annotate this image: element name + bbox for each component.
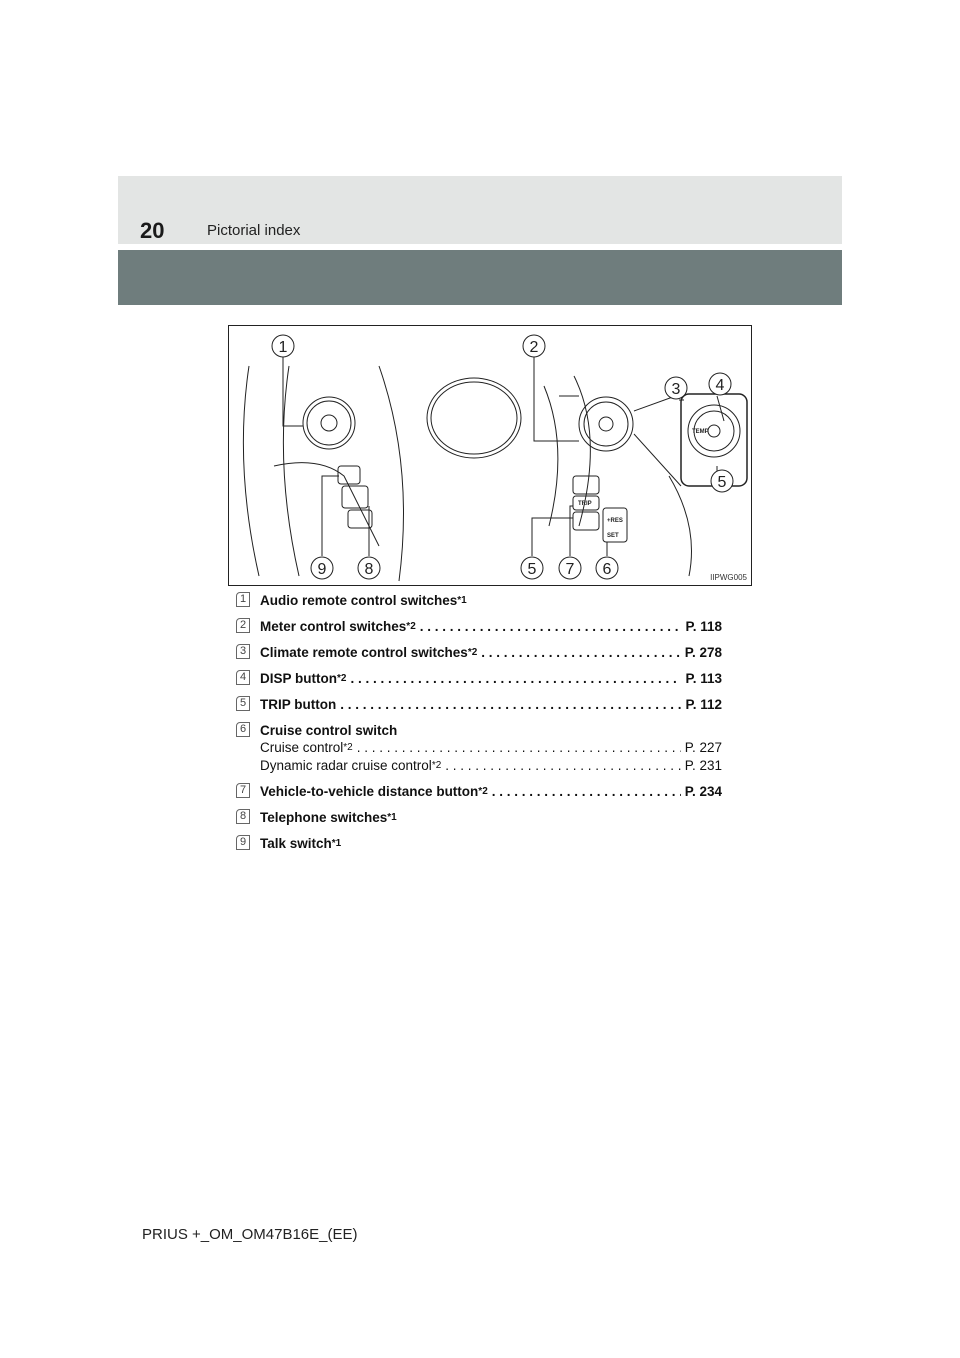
document-id: PRIUS +_OM_OM47B16E_(EE) [142, 1226, 358, 1243]
section-title: Pictorial index [207, 222, 301, 239]
item-number: 4 [236, 670, 250, 685]
item-number: 6 [236, 722, 250, 737]
figure-code: IIPWG005 [710, 573, 747, 582]
callout-5a: 5 [717, 474, 727, 491]
temp-switch-label: TEMP [692, 429, 709, 435]
steering-wheel-figure [228, 325, 752, 586]
subitem-label: Dynamic radar cruise control [260, 758, 432, 773]
page-reference[interactable]: P. 113 [685, 671, 722, 686]
page-reference[interactable]: P. 234 [684, 784, 722, 799]
page-number: 20 [140, 218, 165, 243]
footnote-marker: *1 [331, 838, 342, 849]
item-label: Meter control switches [260, 619, 407, 634]
footnote-marker: *2 [337, 673, 347, 684]
page-reference[interactable]: P. 112 [685, 697, 722, 712]
footnote-marker: *2 [431, 760, 442, 771]
steering-wheel-illustration [229, 326, 751, 585]
callout-6: 6 [602, 561, 612, 578]
page-reference[interactable]: P. 118 [685, 619, 722, 634]
item-number: 5 [236, 696, 250, 711]
item-number: 3 [236, 644, 250, 659]
set-switch-label: SET [607, 533, 619, 539]
footnote-marker: *2 [343, 742, 353, 753]
item-label: Talk switch [260, 836, 332, 851]
subitem-label: Cruise control [260, 740, 344, 755]
page-reference[interactable]: P. 227 [684, 740, 722, 755]
callout-1: 1 [278, 339, 288, 356]
footnote-marker: *2 [467, 647, 478, 658]
footnote-marker: *2 [478, 786, 488, 797]
footnote-marker: *2 [406, 621, 416, 632]
res-switch-label: +RES [607, 518, 623, 524]
item-number: 1 [236, 592, 250, 607]
footnote-marker: *1 [457, 595, 467, 606]
chapter-band [118, 250, 842, 305]
callout-8: 8 [364, 561, 374, 578]
trip-switch-label: TRIP [578, 501, 592, 507]
callout-3: 3 [671, 381, 681, 398]
item-number: 2 [236, 618, 250, 633]
callout-7: 7 [565, 561, 575, 578]
item-label: Telephone switches [260, 810, 388, 825]
footnote-marker: *1 [387, 812, 397, 823]
callout-2: 2 [529, 339, 539, 356]
item-label: Cruise control switch [260, 723, 398, 738]
callout-9: 9 [317, 561, 327, 578]
item-label: Vehicle-to-vehicle distance button [260, 784, 479, 799]
item-number: 8 [236, 809, 250, 824]
item-label: TRIP button [260, 697, 337, 712]
item-label: Climate remote control switches [260, 645, 468, 660]
page-reference[interactable]: P. 278 [684, 645, 722, 660]
item-label: DISP button [260, 671, 337, 686]
item-label: Audio remote control switches [260, 593, 458, 608]
item-number: 9 [236, 835, 250, 850]
callout-5b: 5 [527, 561, 537, 578]
page-reference[interactable]: P. 231 [684, 758, 722, 773]
callout-4: 4 [715, 377, 725, 394]
item-number: 7 [236, 783, 250, 798]
